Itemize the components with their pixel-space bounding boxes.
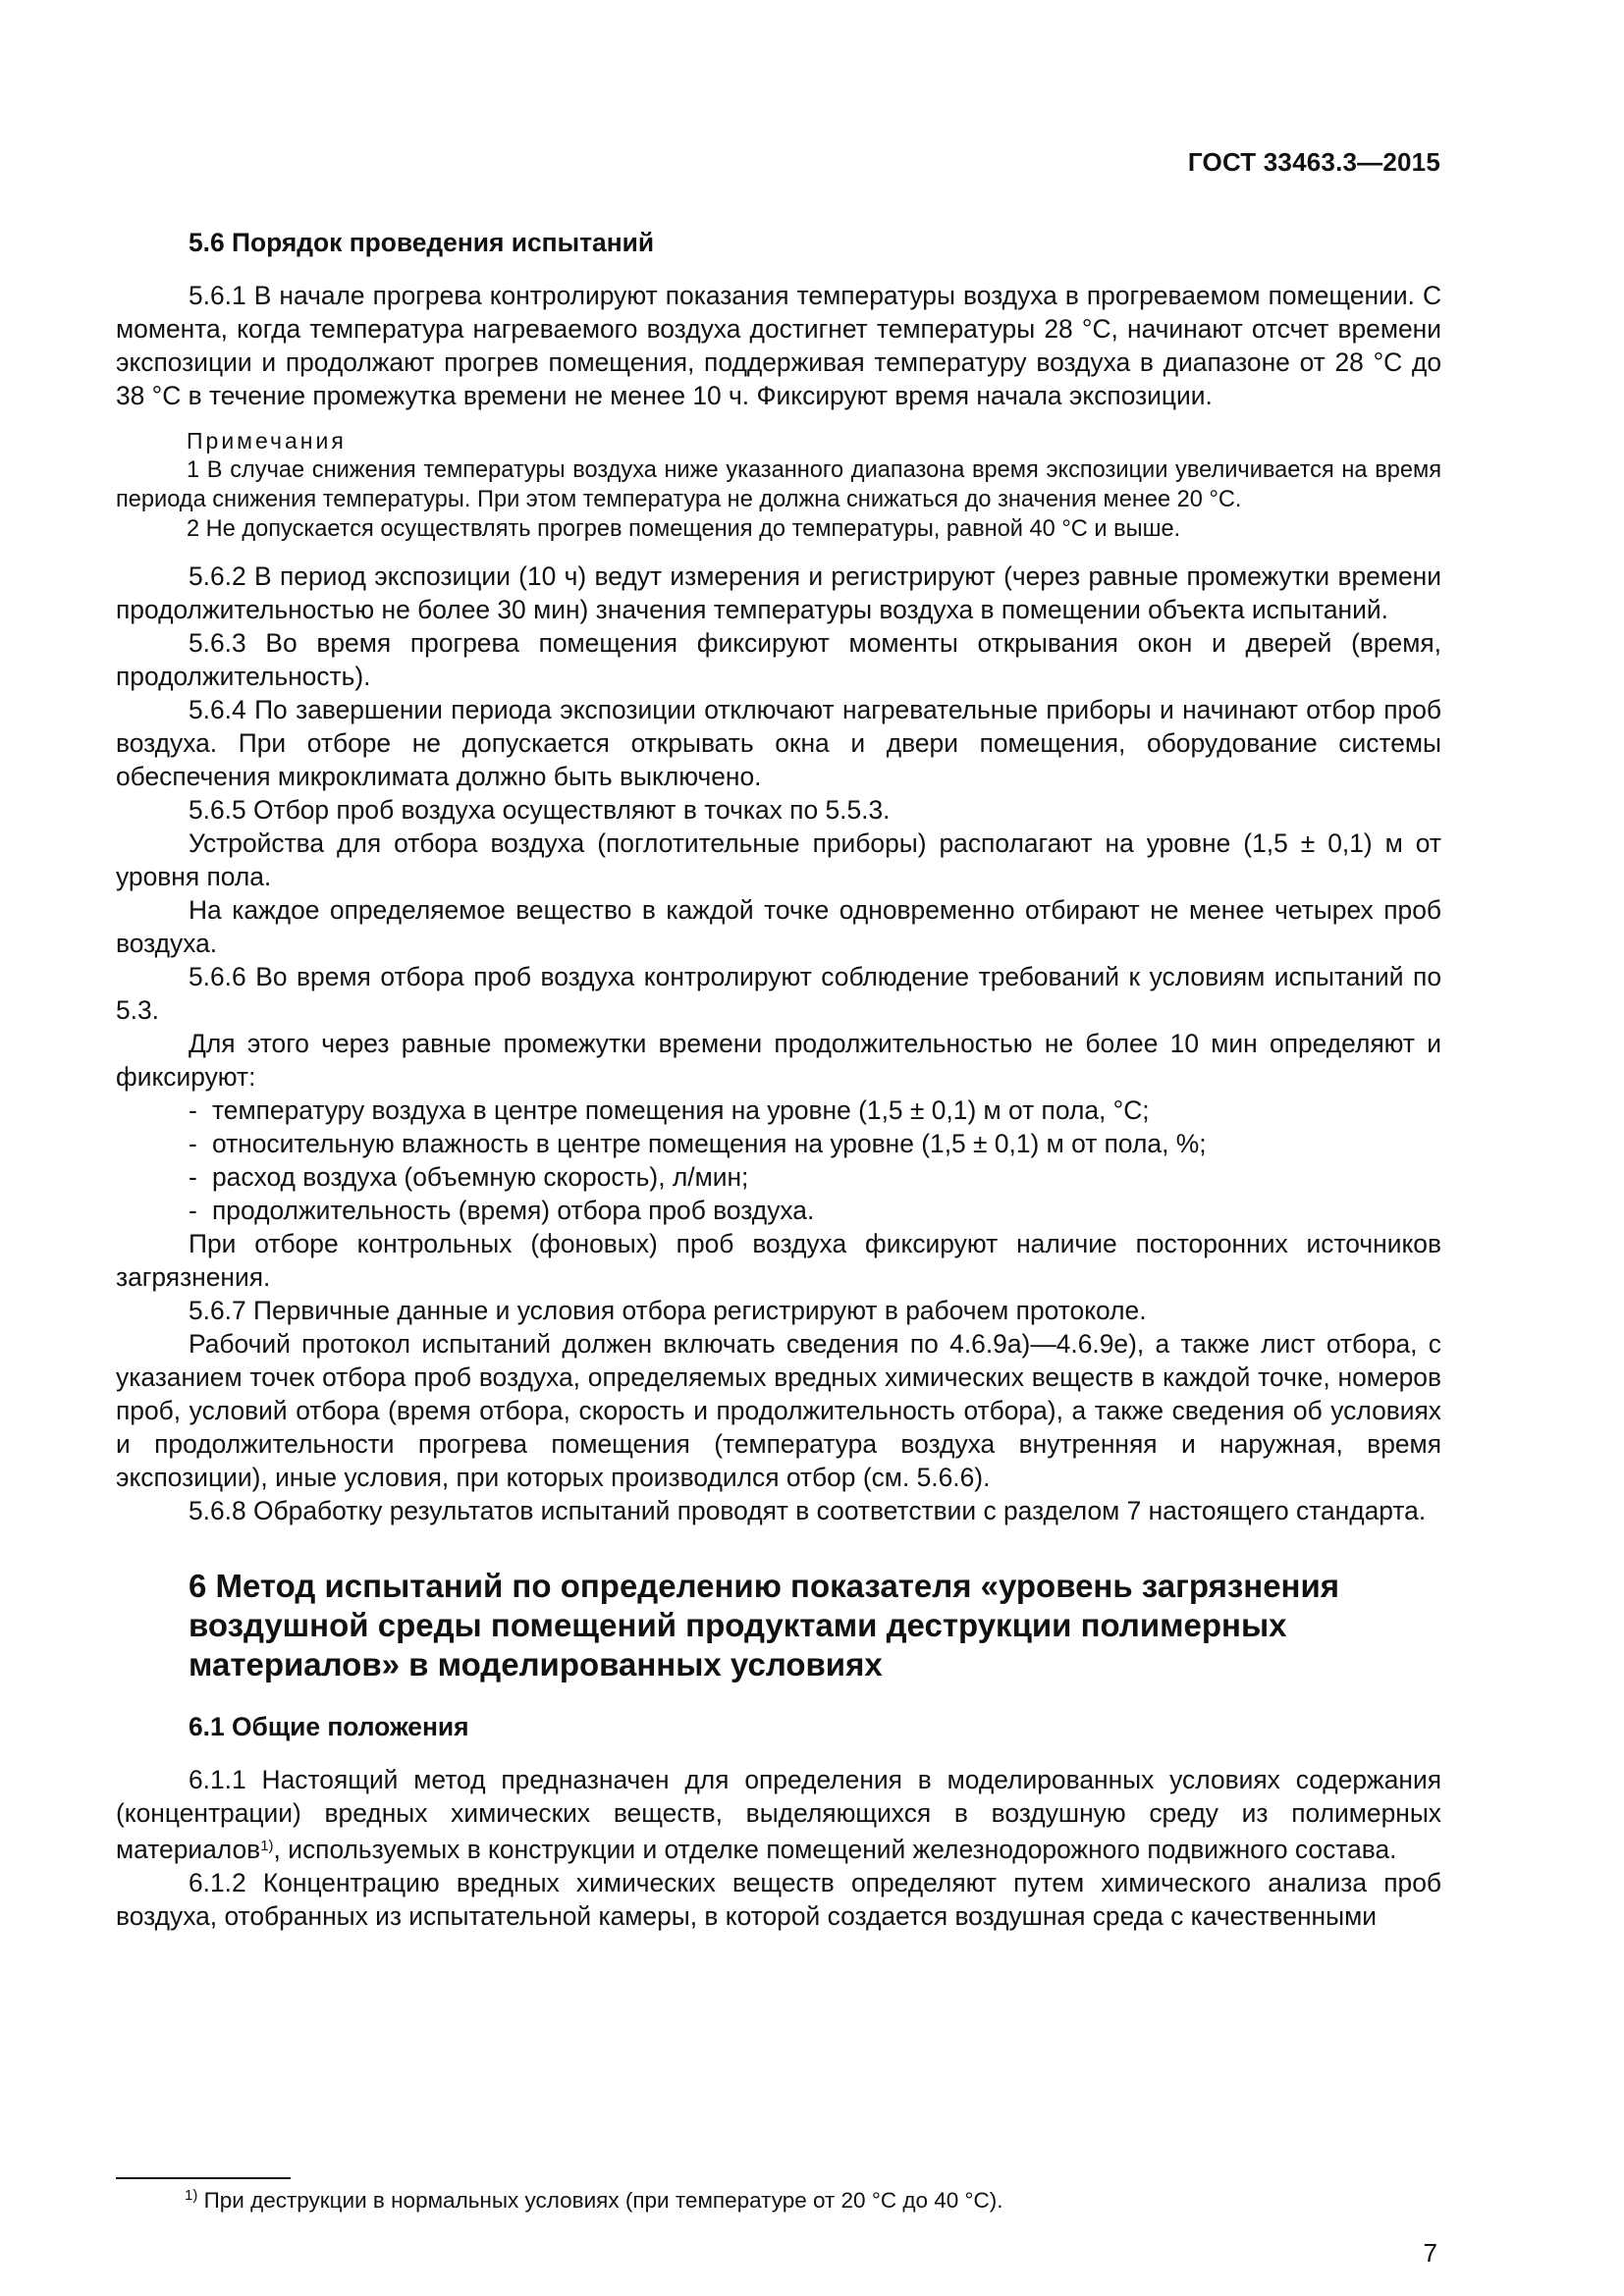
paragraph-5-6-5c: На каждое определяемое вещество в каждой точке одновременно отбирают не менее четырех проб воздуха.: [116, 895, 1441, 958]
footnote-marker: 1): [185, 2187, 198, 2204]
note-1: 1 В случае снижения температуры воздуха ниже указанного диапазона время экспозиции увеличивается на время периода снижения температуры. При этом температура не должна снижаться до значения менее 20 °С.: [116, 457, 1441, 512]
dash-marker: -: [189, 1196, 197, 1225]
paragraph-6-1-1: [116, 1763, 1441, 1866]
list-item: [116, 1160, 1441, 1194]
list-item-text: температуру воздуха в центре помещения на уровне (1,5 ± 0,1) м от пола, °С;: [212, 1095, 1150, 1125]
section-6-heading-line: 6 Метод испытаний по определению показателя «уровень загрязнения: [189, 1568, 1340, 1604]
list-item: [116, 1194, 1441, 1227]
dash-marker: -: [189, 1095, 197, 1125]
footnote: [185, 2181, 1002, 2216]
main-content: [116, 226, 1441, 1933]
note-2: 2 Не допускается осуществлять прогрев помещения до температуры, равной 40 °С и выше.: [187, 516, 1181, 542]
list-item-text: относительную влажность в центре помещения на уровне (1,5 ± 0,1) м от пола, %;: [212, 1129, 1207, 1158]
paragraph-5-6-6b: Для этого через равные промежутки времени продолжительностью не более 10 мин определяют и фиксируют:: [116, 1029, 1441, 1092]
footnote-divider: [116, 2177, 291, 2179]
paragraph-5-6-2: 5.6.2 В период экспозиции (10 ч) ведут измерения и регистрируют (через равные промежутки времени продолжительностью не более 30 мин) значения температуры воздуха в помещении объекта испытаний.: [116, 561, 1441, 624]
paragraph-5-6-1: 5.6.1 В начале прогрева контролируют показания температуры воздуха в прогреваемом помещении. С момента, когда температура нагреваемого воздуха достигнет температуры 28 °С, начинают отсчет времени экспозиции и продолжают прогрев помещения, поддерживая температуру воздуха в диапазоне от 28 °С до 38 °С в течение промежутка времени не менее 10 ч. Фиксируют время начала экспозиции.: [116, 281, 1441, 410]
section-6-1-title: 6.1 Общие положения: [189, 1712, 469, 1741]
paragraph-6-1-1-text: 6.1.1 Настоящий метод предназначен для определения в моделированных условиях содержания (концентрации) вредных химических веществ, выделяющихся в воздушную среду из полимерных материалов: [116, 1765, 1441, 1864]
paragraph-5-6-6: 5.6.6 Во время отбора проб воздуха контролируют соблюдение требований к условиям испытаний по 5.3.: [116, 962, 1441, 1025]
list-item: [116, 1094, 1441, 1127]
notes-block: [116, 426, 1441, 544]
paragraph-5-6-7: 5.6.7 Первичные данные и условия отбора регистрируют в рабочем протоколе.: [189, 1296, 1147, 1325]
list-item-text: расход воздуха (объемную скорость), л/мин;: [212, 1162, 749, 1192]
paragraph-5-6-3: 5.6.3 Во время прогрева помещения фиксируют моменты открывания окон и дверей (время, продолжительность).: [116, 628, 1441, 691]
footnote-text: При деструкции в нормальных условиях (при температуре от 20 °С до 40 °С).: [197, 2188, 1003, 2213]
paragraph-5-6-5b: Устройства для отбора воздуха (поглотительные приборы) располагают на уровне (1,5 ± 0,1) м от уровня пола.: [116, 828, 1441, 891]
page-number: 7: [1423, 2238, 1437, 2268]
section-6-heading: [116, 1567, 1441, 1684]
footnote-reference: 1): [260, 1838, 274, 1854]
section-5-6-title: 5.6 Порядок проведения испытаний: [189, 228, 655, 257]
notes-heading: Примечания: [187, 428, 347, 454]
measurement-list: [116, 1094, 1441, 1227]
paragraph-6-1-2: 6.1.2 Концентрацию вредных химических веществ определяют путем химического анализа проб воздуха, отобранных из испытательной камеры, в которой создается воздушная среда с качественными: [116, 1868, 1441, 1931]
dash-marker: -: [189, 1162, 197, 1192]
section-6-heading-line: воздушной среды помещений продуктами деструкции полимерных: [189, 1607, 1287, 1643]
paragraph-5-6-6c: При отборе контрольных (фоновых) проб воздуха фиксируют наличие посторонних источников загрязнения.: [116, 1229, 1441, 1292]
paragraph-5-6-7b: Рабочий протокол испытаний должен включать сведения по 4.6.9а)—4.6.9е), а также лист отбора, с указанием точек отбора проб воздуха, определяемых вредных химических веществ в каждой точке, номеров проб, условий отбора (время отбора, скорость и продолжительность отбора), а также сведения об условиях и продолжительности прогрева помещения (температура воздуха внутренняя и наружная, время экспозиции), иные условия, при которых производился отбор (см. 5.6.6).: [116, 1329, 1441, 1492]
paragraph-5-6-8: 5.6.8 Обработку результатов испытаний проводят в соответствии с разделом 7 настоящего стандарта.: [189, 1496, 1427, 1525]
paragraph-6-1-1-text-end: , используемых в конструкции и отделке помещений железнодорожного подвижного состава.: [273, 1835, 1397, 1864]
list-item-text: продолжительность (время) отбора проб воздуха.: [212, 1196, 815, 1225]
dash-marker: -: [189, 1129, 197, 1158]
paragraph-5-6-4: 5.6.4 По завершении периода экспозиции отключают нагревательные приборы и начинают отбор проб воздуха. При отборе не допускается открывать окна и двери помещения, оборудование системы обеспечения микроклимата должно быть выключено.: [116, 695, 1441, 791]
list-item: [116, 1127, 1441, 1160]
standard-header: ГОСТ 33463.3—2015: [1187, 147, 1440, 177]
paragraph-5-6-5: 5.6.5 Отбор проб воздуха осуществляют в точках по 5.5.3.: [189, 795, 891, 825]
section-6-heading-line: материалов» в моделированных условиях: [189, 1646, 883, 1682]
